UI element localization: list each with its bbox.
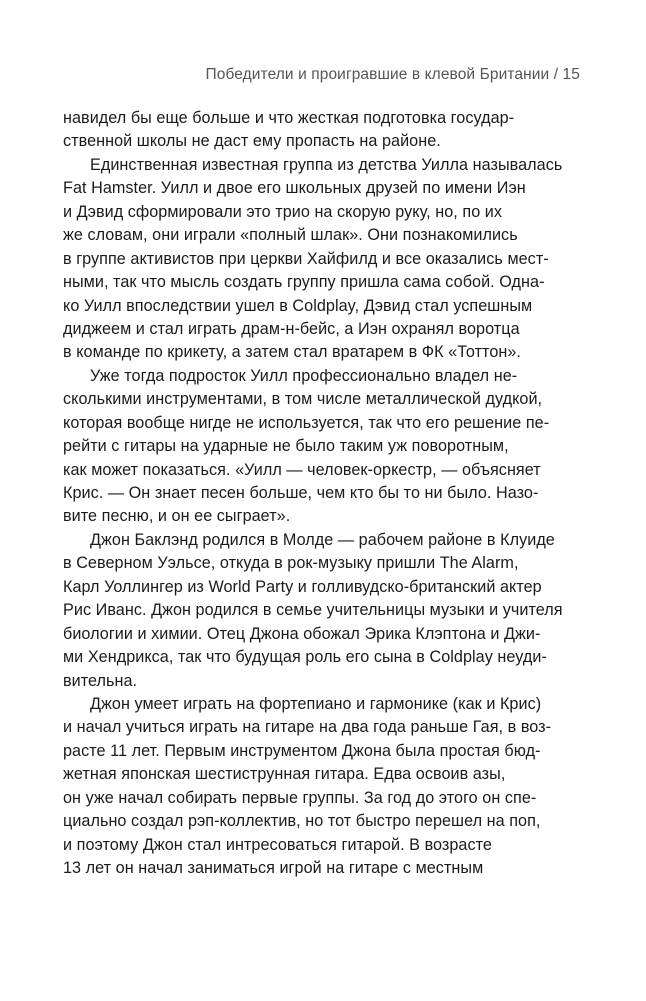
text-line: Крис. — Он знает песен больше, чем кто бы то ни было. Назо- xyxy=(63,484,539,502)
text-line: же словам, они играли «полный шлак». Они познакомились xyxy=(63,226,518,245)
header-separator: / xyxy=(553,66,559,83)
text-line: циально создал рэп-коллектив, но тот быстро перешел на поп, xyxy=(63,812,541,831)
text-line: Джон умеет играть на фортепиано и гармонике (как и Крис) xyxy=(90,694,542,713)
page-number: 15 xyxy=(562,66,580,83)
text-line: Единственная известная группа из детства Уилла называлась xyxy=(90,155,563,174)
text-line: рейти с гитары на ударные не было таким уж поворотным, xyxy=(63,437,509,456)
text-line: сколькими инструментами, в том числе металлической дудкой, xyxy=(63,390,543,409)
text-line: Карл Уоллингер из World Party и голливудско-британский актер xyxy=(63,577,542,596)
running-title: Победители и проигравшие в клевой Британии xyxy=(205,66,550,83)
text-line: и поэтому Джон стал интресоваться гитарой. В возрасте xyxy=(63,835,492,854)
text-line: в Северном Уэльсе, откуда в рок-музыку пришли The Alarm, xyxy=(63,554,519,573)
body-text xyxy=(63,107,583,880)
text-line: как может показаться. «Уилл — человек-оркестр, — объясняет xyxy=(63,460,541,479)
text-line: вительна. xyxy=(63,671,138,690)
text-line: ными, так что мысль создать группу пришла сама собой. Одна- xyxy=(63,273,545,292)
text-line: Джон Баклэнд родился в Молде — рабочем районе в Клуиде xyxy=(90,530,555,549)
text-line: и Дэвид сформировали это трио на скорую руку, но, по их xyxy=(63,202,503,221)
text-line: ственной школы не даст ему пропасть на районе. xyxy=(63,132,441,151)
text-line: диджеем и стал играть драм-н-бейс, а Иэн охранял воротца xyxy=(63,319,520,338)
text-line: и начал учиться играть на гитаре на два года раньше Гая, в воз- xyxy=(63,718,552,737)
text-line: ко Уилл впоследствии ушел в Coldplay, Дэвид стал успешным xyxy=(63,296,533,315)
text-line: Fat Hamster. Уилл и двое его школьных друзей по имени Иэн xyxy=(63,179,526,198)
text-line: которая вообще нигде не используется, так что его решение пе- xyxy=(63,413,550,432)
text-line: навидел бы еще больше и что жесткая подготовка государ- xyxy=(63,109,515,127)
text-line: ми Хендрикса, так что будущая роль его сына в Coldplay неуди- xyxy=(63,648,547,667)
text-line: вите песню, и он ее сыграет». xyxy=(63,507,291,526)
running-header xyxy=(206,66,581,84)
text-line: расте 11 лет. Первым инструментом Джона была простая бюд- xyxy=(63,741,541,760)
text-line: Уже тогда подросток Уилл профессионально владел не- xyxy=(90,366,518,385)
text-line: жетная японская шестиструнная гитара. Едва освоив азы, xyxy=(63,765,506,784)
text-line: в команде по крикету, а затем стал вратарем в ФК «Тоттон». xyxy=(63,343,521,362)
text-line: Рис Иванс. Джон родился в семье учительницы музыки и учителя xyxy=(63,601,563,620)
text-line: он уже начал собирать первые группы. За год до этого он спе- xyxy=(63,788,537,807)
text-line: 13 лет он начал заниматься игрой на гитаре с местным xyxy=(63,859,484,877)
text-line: биологии и химии. Отец Джона обожал Эрика Клэптона и Джи- xyxy=(63,624,541,643)
text-line: в группе активистов при церкви Хайфилд и все оказались мест- xyxy=(63,249,549,268)
